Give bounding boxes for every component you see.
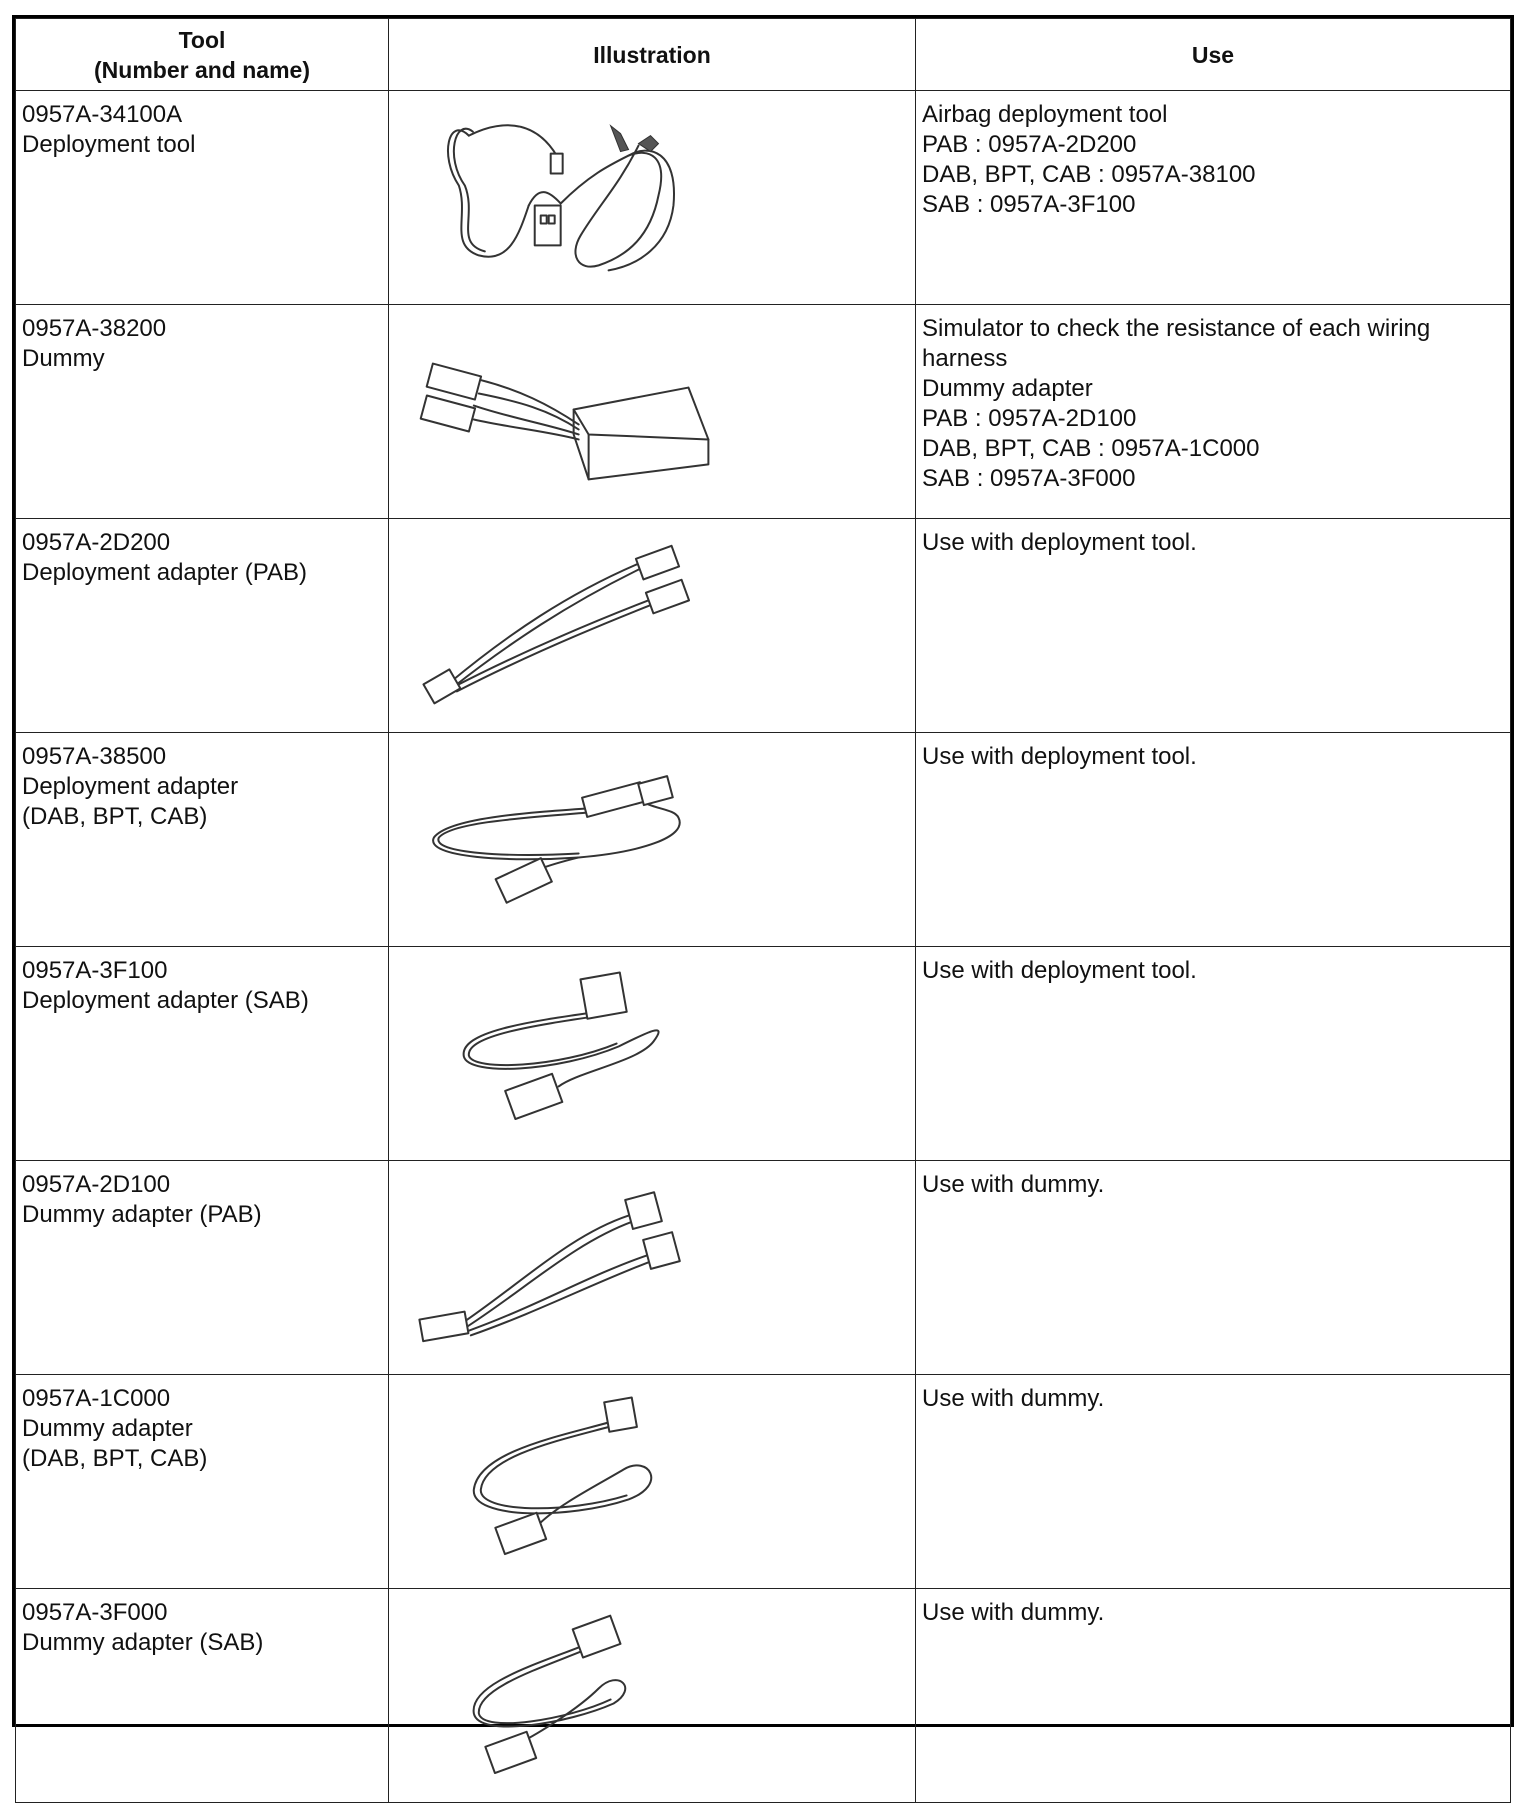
- use-line: Dummy adapter: [922, 375, 1093, 402]
- tool-number: 0957A-1C000: [22, 1385, 171, 1412]
- tool-cell: [16, 1589, 389, 1803]
- table-row: [16, 1161, 1511, 1375]
- use-line: PAB : 0957A-2D100: [922, 405, 1137, 432]
- header-tool-line1: Tool: [178, 26, 226, 53]
- loop-harness-icon: [389, 1589, 915, 1802]
- use-line: SAB : 0957A-3F000: [922, 465, 1136, 492]
- use-cell: [916, 947, 1511, 1161]
- use-line: Use with deployment tool.: [922, 743, 1197, 770]
- use-line: harness: [922, 345, 1008, 372]
- tool-name: Deployment adapter (SAB): [22, 987, 309, 1014]
- tool-cell: [16, 733, 389, 947]
- use-cell: [916, 91, 1511, 305]
- illustration-cell: [389, 305, 916, 519]
- illustration-cell: [389, 1375, 916, 1589]
- tool-number: 0957A-3F000: [22, 1599, 168, 1626]
- illustration-cell: [389, 733, 916, 947]
- header-tool-line2: (Number and name): [94, 56, 310, 83]
- use-line: Use with dummy.: [922, 1599, 1105, 1626]
- table-row: [16, 519, 1511, 733]
- tool-cell: [16, 519, 389, 733]
- tool-number: 0957A-34100A: [22, 101, 183, 128]
- deployment-tool-icon: [389, 91, 915, 304]
- tool-name: Deployment adapter: [22, 773, 239, 800]
- loop-harness-icon: [389, 733, 915, 946]
- use-line: DAB, BPT, CAB : 0957A-38100: [922, 161, 1256, 188]
- tool-name: Dummy adapter (SAB): [22, 1629, 264, 1656]
- use-line: Use with dummy.: [922, 1171, 1105, 1198]
- illustration-cell: [389, 519, 916, 733]
- tool-number: 0957A-38500: [22, 743, 167, 770]
- tool-name: Dummy adapter: [22, 1415, 193, 1442]
- use-line: Simulator to check the resistance of each wiring: [922, 315, 1431, 342]
- use-cell: [916, 519, 1511, 733]
- y-harness-icon: [389, 1161, 915, 1374]
- use-line: Airbag deployment tool: [922, 101, 1168, 128]
- use-cell: [916, 1589, 1511, 1803]
- tool-name: Deployment adapter (PAB): [22, 559, 308, 586]
- illustration-cell: [389, 947, 916, 1161]
- use-line: SAB : 0957A-3F100: [922, 191, 1136, 218]
- use-cell: [916, 1161, 1511, 1375]
- table-row: [16, 1589, 1511, 1803]
- use-cell: [916, 305, 1511, 519]
- tool-cell: [16, 1161, 389, 1375]
- tool-number: 0957A-38200: [22, 315, 167, 342]
- tool-number: 0957A-2D200: [22, 529, 171, 556]
- tool-cell: [16, 91, 389, 305]
- header-illustration: Illustration: [389, 19, 916, 91]
- tool-number: 0957A-3F100: [22, 957, 168, 984]
- tool-cell: [16, 947, 389, 1161]
- tool-number: 0957A-2D100: [22, 1171, 171, 1198]
- use-line: Use with deployment tool.: [922, 957, 1197, 984]
- table-row: [16, 305, 1511, 519]
- y-harness-icon: [389, 519, 915, 732]
- use-line: PAB : 0957A-2D200: [922, 131, 1137, 158]
- header-use: Use: [916, 19, 1511, 91]
- table-row: [16, 1375, 1511, 1589]
- table-row: [16, 91, 1511, 305]
- header-row: [16, 19, 1511, 91]
- tool-name: (DAB, BPT, CAB): [22, 1445, 208, 1472]
- table-row: [16, 733, 1511, 947]
- table-row: [16, 947, 1511, 1161]
- tool-name: Dummy adapter (PAB): [22, 1201, 262, 1228]
- use-line: Use with dummy.: [922, 1385, 1105, 1412]
- loop-harness-icon: [389, 947, 915, 1160]
- illustration-cell: [389, 91, 916, 305]
- special-tools-table-frame: [12, 15, 1514, 1727]
- use-cell: [916, 733, 1511, 947]
- tool-cell: [16, 1375, 389, 1589]
- special-tools-table: [15, 18, 1511, 1803]
- tool-cell: [16, 305, 389, 519]
- dummy-box-icon: [389, 305, 915, 518]
- tool-name: Deployment tool: [22, 131, 196, 158]
- illustration-cell: [389, 1161, 916, 1375]
- illustration-cell: [389, 1589, 916, 1803]
- use-line: DAB, BPT, CAB : 0957A-1C000: [922, 435, 1260, 462]
- use-line: Use with deployment tool.: [922, 529, 1197, 556]
- use-cell: [916, 1375, 1511, 1589]
- tool-name: Dummy: [22, 345, 105, 372]
- tool-name: (DAB, BPT, CAB): [22, 803, 208, 830]
- loop-harness-icon: [389, 1375, 915, 1588]
- header-tool: [16, 19, 389, 91]
